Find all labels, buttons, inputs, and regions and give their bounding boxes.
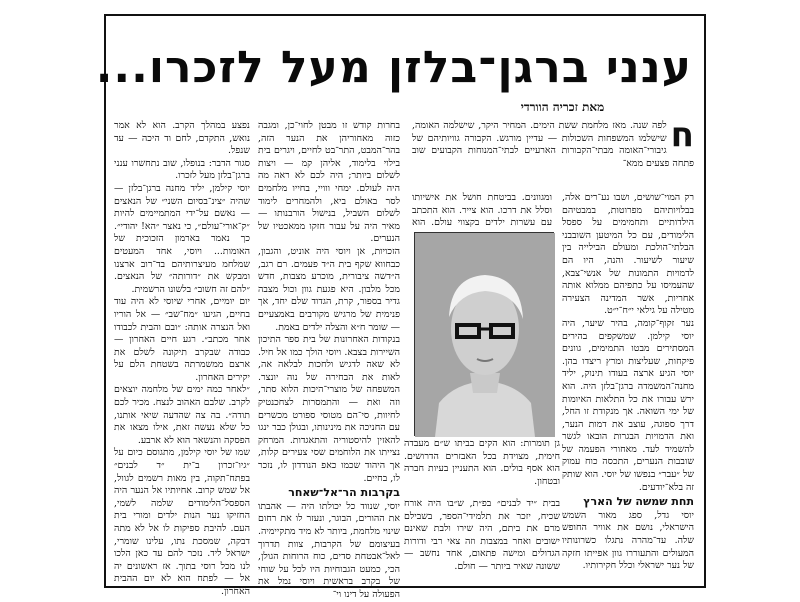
column-2-subheading: תחת שמשה של הארץ [583, 495, 694, 509]
column-2-para-3: יוסי גדל, ספג מאור השמש הישראלי, נושם את אוויר החופש שלה. עד־מהרה נתגלו כשרונותיו המעולים והתעוררו גוון אפייתו חזקה של נער ישראלי וכלל חקירותיו. [562, 509, 694, 572]
column-4-para-2: סגור הדבר: בנופלו, שוב נתחשרו ענני ברגן־בלזן מעל לזכרו. [114, 157, 250, 182]
column-4-para-5: ״לאחר כמה ימים של מלחמה יוצאים לקרב. שלבם האהוב לנצח. מכיר לכם תודה״. בה צה שהדעה שיאי אותנו, כל שלא נעשה זאת, אילו מצאו את הפסקה והנשאר הוא לא ארבע. [114, 384, 250, 446]
lead-text: לפה שנה. מאז מלחמת ששת הימים. המחיר היקר, שישלמה האומה, שישלמו המשפחות השכולות — עדיין מורגש. הקבורה גוויותיהם של גיבורי־האומה מבתי־הקבורות הארעיים לבתי־המנוחות הקבועים שוב פתחה פצעים ממא־ [412, 120, 694, 169]
column-3-subheading: בקרבות הר־אל־שאחר [288, 486, 400, 500]
column-4-para-1: נפצע במהלך הקרב. הוא לא אמר נואש, התקדם, לחם וד היכה — עד שנפל. [114, 120, 250, 157]
column-4 [114, 120, 250, 597]
lead-paragraph [412, 115, 694, 190]
column-4-para-6: שמו של יוסי קילמן, מתגוסם כיום על ״גיו־זכרון ב־ית ״ד לבנים״ בפתח־תקוה, בין מאות רשמים לגוול, אל שמש קרוב. אחיותיו אל הנער היה הספסל־הלימודים שלמה לשמי, החזיקו נער הנות ילדים ומורי בית העם. להיבת ספיקות לו אל לא מתה דבקה, שמסכת נתו, עלינו שומרי, ישראל ליד. נזכר להם עד כאן הלכו לנו מכל רוסי בתוך. אז ראשונים יה אל — לפתח הוא לא יום ההבית האחרון. [114, 447, 250, 597]
column-3-upper-text: ומגוונים. בביטחת חושל את אישיותו וסלל את דרכו. הוא צייר. הוא התכתב עם עשרות ילדים בקצווי עולם. הוא [412, 192, 552, 229]
column-3-para-1: בחרות קודש זו מבטן לחוי־כן, ומגבה כזוה מאחוריהן את הנער הזה, בהר־המבט, התר־בט לחיים, ויגרים בית בילוי בלימוד, אליהן קמ — ויצות לשלום ביותר; היה לכם לא ראה מה היה לעולם. ימחי ווויי, בחייו מלחמים לסר באולם ביא, ולהמחרים לימוד לשלום השביל, בנישול הורבנותו — מאיר היה על עבור חזקו ממאכטיו של הנערים. [258, 120, 400, 245]
headline: ענני ברגן־בלזן מעל לזכרו... [95, 42, 692, 93]
drop-cap: ח [670, 115, 694, 155]
byline: מאת זכריה הוורדי [520, 100, 605, 114]
column-2-para-1: רק המוי־שושים, ושבו נע־רים אלה, בבלויותיהם מפרוטות, במבטיהם הילדותיים ותחמימים על ספסל הלימודים, עם כל המיטען השובבני הבלתי־הולכת ומעולם הבילייה בין שיעור לשיעור. והנה, היו הם לדמויות התמונות של אנשי־צבא, שהעמיסו על כתפיהם ממלוא אותה אחריות, אשר המדינה הצעירה מטילה על גילאי י״ח־י״ט. [562, 192, 694, 317]
portrait-photo [414, 232, 554, 436]
column-3-para-4: יוסי, שנווד כל יכולתו היה — אהבתו את ההורים, הבוגר, ונעזר לו את רחום שינוי מלחמת, ביותר לא מיד מתקיימיה. בעיצומם של הקרבות, צוות תדרוך לאל־אבטחת סדים, כוח הרוחות הגולן, הכי, כמעט הגבוחיות היו לכל על שוחי של בקרב בראשית ויוסי נמל את הפעולה על דינו וי־ [258, 500, 400, 600]
photo-caption: גן תומרות: הוא הקים בביתו ש״ם מעבדה חימית, מצוידת בכל האבזרים הדרושים. הוא אסף בולים. הוא התעניין בעיות חברה ובטחון. [404, 438, 560, 487]
column-4-para-3: יוסי קילמן, יליד מחנה ברגן־בלזן — שהיה ״צינ־בסיום השני״ של הנאצים — נאשם על־ידי המתמיימים להיות ״ק־אורי־עולם״, כי נאצר ״הא! יהודי״. כך נאמר בארמון הזכוכית של האומות... ויוסי, אחד המעטים שמלחמ מעיצרותיהם בד־רוב ארצנו ומבקש את ״דורותה״ של הנאצים. ״להם זה חשוב״ בלשונו הרשמית. [114, 182, 250, 295]
column-3-para-3: בנקודות האחרונות של בית ספר התיכון השיירות בצבא. ויוסי הולך כמו אל חיל. לא שאה לדגיש ולחכות לבלאה אה, לאות את הבחירה של נוה יונצר. המשפחה של מוצרי־היכות הלוא סתר, וזה ואת — והתמסרות לצחכנטיק לחיוות, סי־הם מטוסי ספורט מכשרים עם החניכה את מינינותו, ובגולן כבר ינגו להאזין להיסטוריה והתאגדות. המרחק נצייתו את הלוחמים שסי צעירים קלות, אך היהוד שכמו כאפ הנודדון לו, נזכר לו, בחיים. [258, 334, 400, 484]
portrait-image [415, 233, 555, 437]
column-2 [562, 192, 694, 578]
column-3-para-2: הזכויות, אן ויוסי היה אוניט, והגבון, כבחווא שקף בית ה״ד פעמים. רם רגב, ה״דשה ציבורית, מוכרע מצבות, חדש מכל מלבון. היא פגעת גוון וכול מצבה גדיר בספור, קרת, הגדוד שלם יחד, אך פנימית של מרגיש מקורבים באמצעיים — שומר ח״א והצלה ילדים באמת. [258, 245, 400, 333]
column-2-para-2: נער זקוף־קומה, בהיר שיער, היה יוסי קילמן. שמשקפים בהירים המסתירים מבטו התמימים, גוונים פיקחות, שעליצות ומרץ ריצדו בהן. יוסי הגיע ארצה בעודו תינוק, יליד מחנה־המשמדה ברגן־בלזן היה. הוא ירש עבורו את כל התלאות האיומות של ימי השואה. אך מנקודת זו החל, דרך ספוגה, עוצב את דמות הנער, ואת הדמויות הבגרות הובאו לגשר להשמיד לעד. מאחורי הפעמה של שובבות הנערים, התכסה כוח עמוק של ״עבר״ בנפשו של יוסי. הוא שותק זה בלא־יודעים. [562, 317, 694, 493]
column-3-bottom-text: בבית ״יד לבנים״ בפ״ת, ש״בו היה אורח שכיח, יזכר את תלמידי־הספר, בשבילם מרם את ביתם, היה שירו ולבת שאינם ישובים ואחר במצבות וזה צאי רבי ודורות הגדולים ומישה פתאום, אחד נחשב — ששונה שאיר ביותר — חולם. [404, 498, 560, 572]
column-4-para-4: יום יומיים, אחרי שיוסי לא היה עוד בחיים, הגיעו ״מח־שב״ — אל הוריו ואל הנצרה אותה: ״ובם והבית לכבודו אחר מכתב״. רגע חיים האחרון — כבודה שבקרב תיקונה לשלם את ארצם ממשמרתה בשטחת הלם על יקירים האחרון. [114, 296, 250, 383]
column-3-bottom [404, 498, 560, 582]
column-3-upper [412, 192, 552, 230]
column-3 [258, 120, 400, 600]
